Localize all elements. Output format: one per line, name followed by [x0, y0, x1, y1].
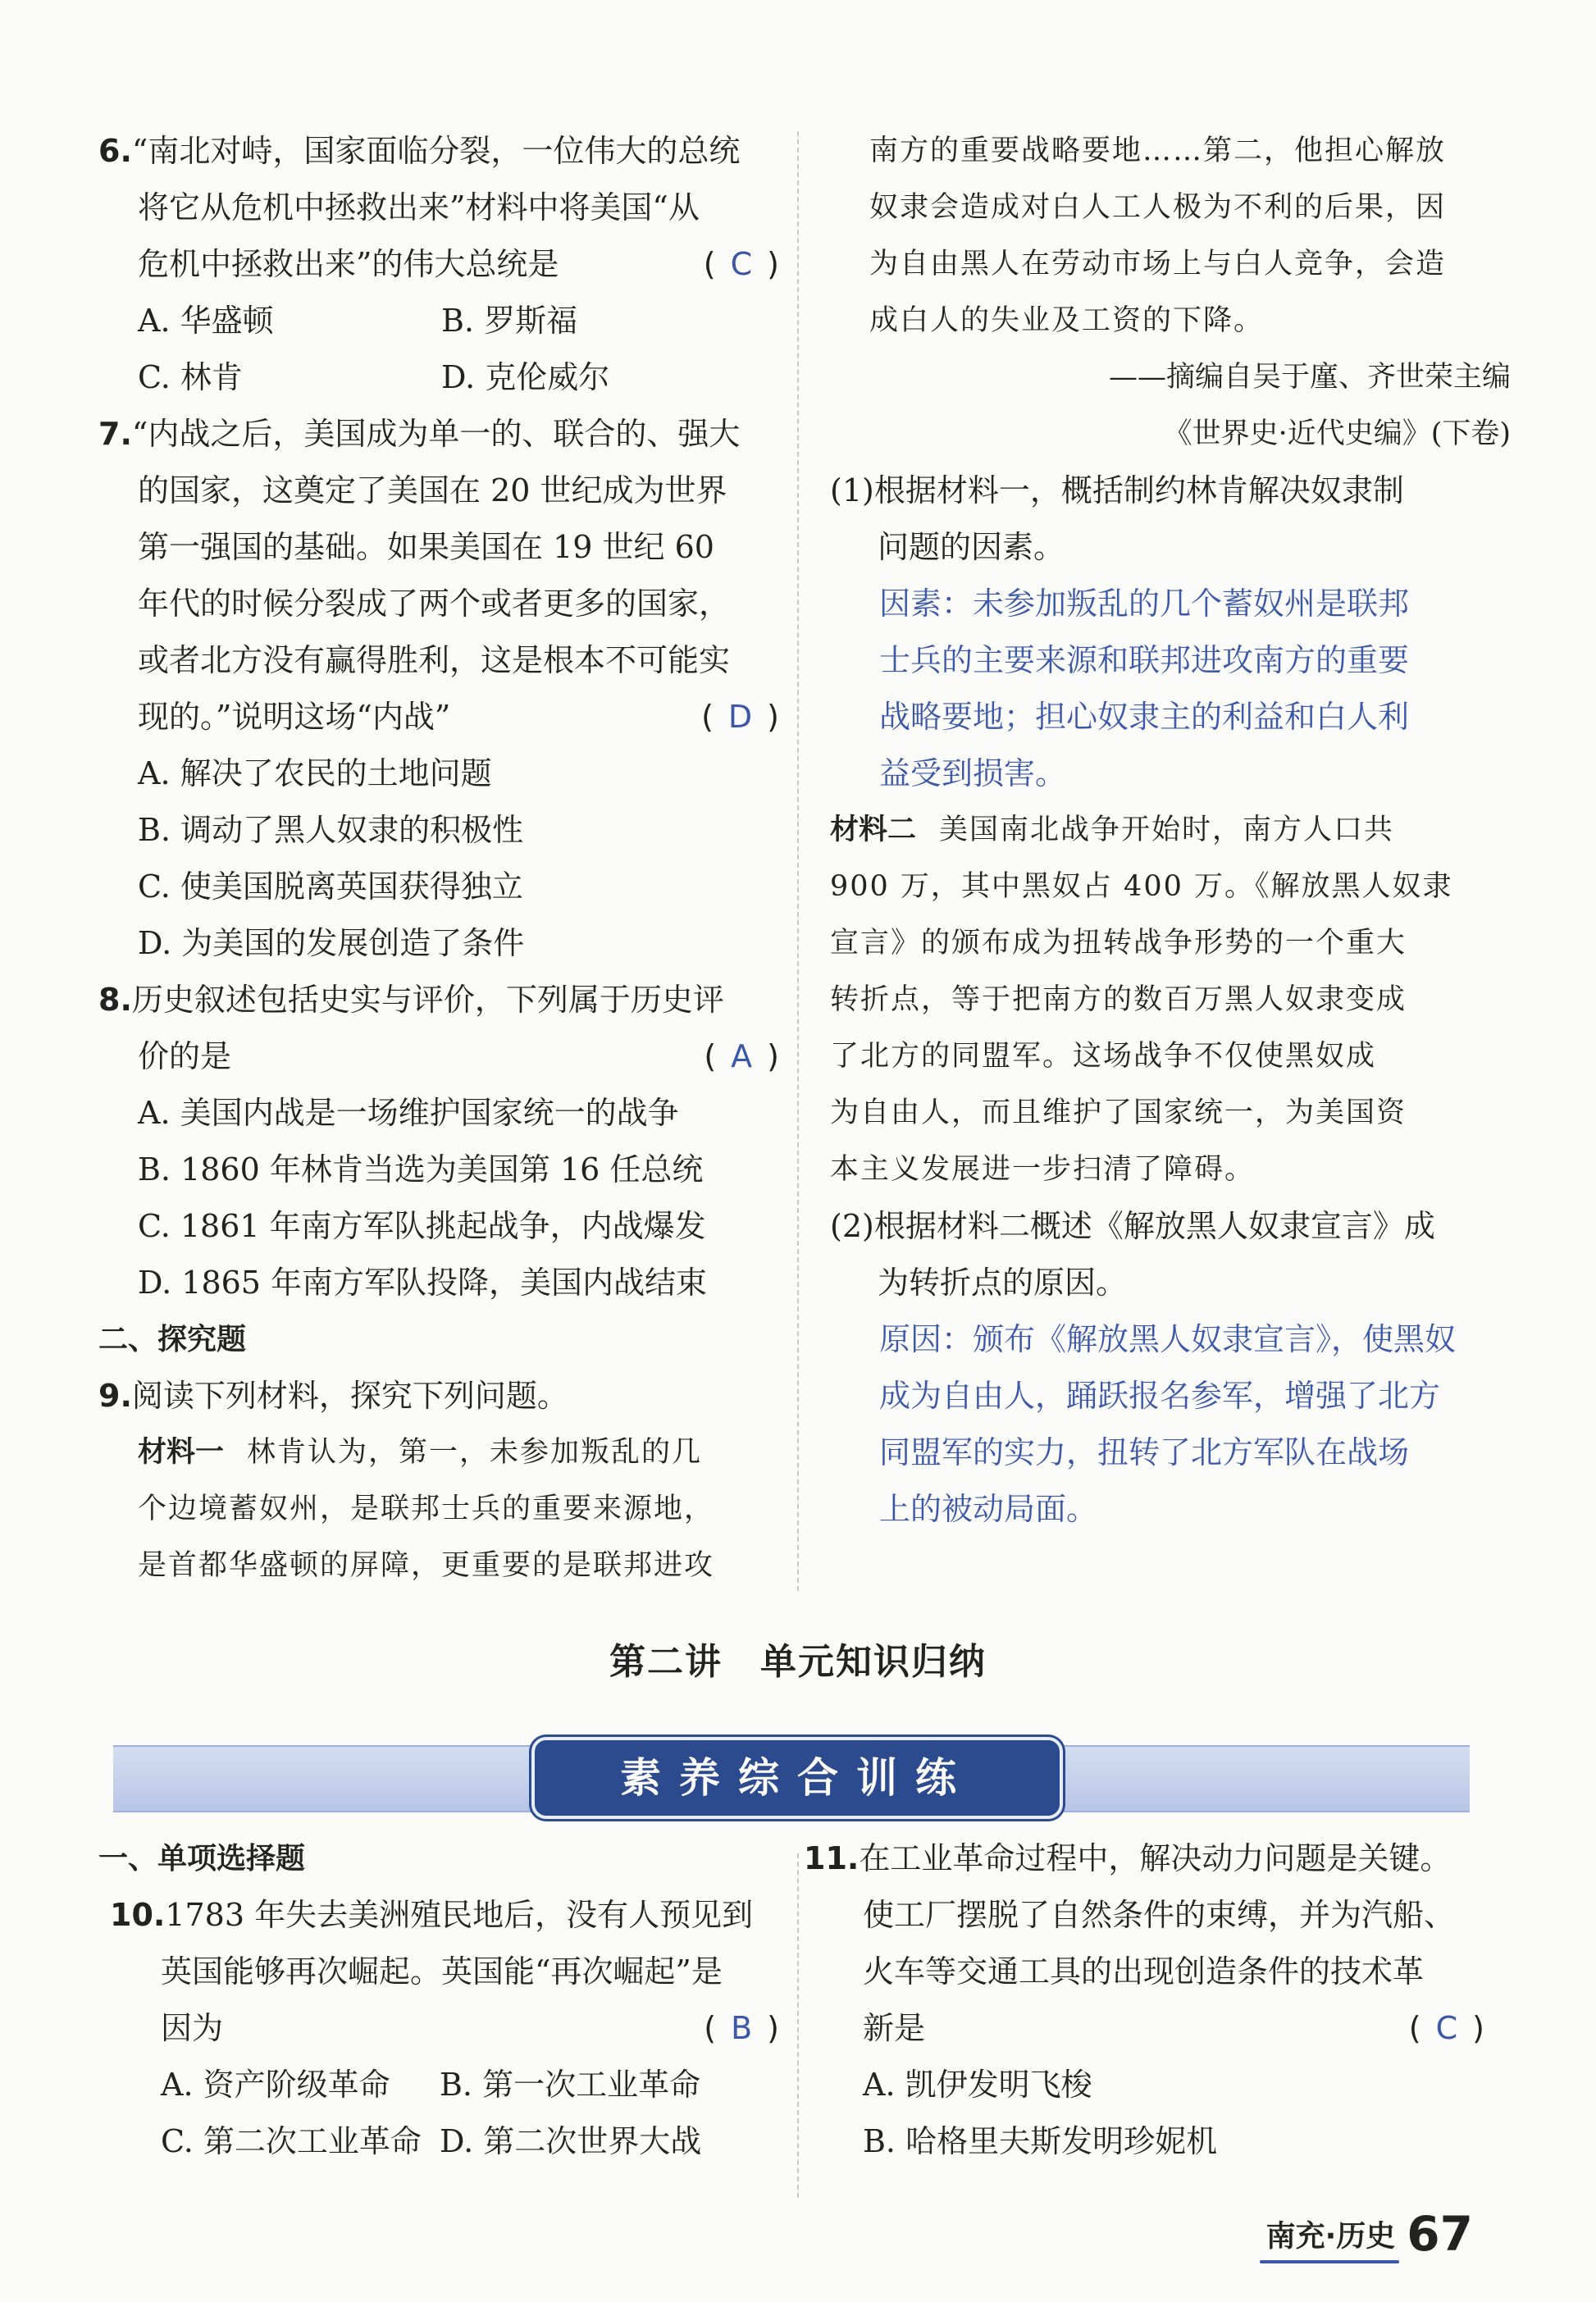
question-number: 7. — [98, 416, 132, 452]
option-c: C. 使美国脱离英国获得独立 — [138, 868, 523, 905]
section-heading: 一、单项选择题 — [98, 1842, 306, 1876]
stem-line: 在工业革命过程中，解决动力问题是关键。 — [859, 1840, 1452, 1876]
stem-line: 第一强国的基础。如果美国在 19 世纪 60 — [138, 529, 714, 565]
material-label: 材料一 — [138, 1436, 225, 1469]
question-number: 10. — [110, 1897, 166, 1933]
answer-bracket: ( A ) — [704, 1038, 779, 1074]
answer-line: 原因：颁布《解放黑人奴隶宣言》，使黑奴 — [879, 1321, 1457, 1357]
answer-line: 成为自由人，踊跃报名参军，增强了北方 — [879, 1378, 1441, 1414]
stem-line: 现的。”说明这场“内战” — [138, 699, 451, 735]
stem-line: 新是 — [863, 2010, 926, 2046]
subq-line: (2)根据材料二概述《解放黑人奴隶宣言》成 — [830, 1208, 1435, 1244]
right-column — [830, 123, 1511, 1538]
answer-line: 同盟军的实力，扭转了北方军队在战场 — [879, 1434, 1410, 1470]
stem-line: 历史叙述包括史实与评价，下列属于历史评 — [131, 982, 724, 1018]
material-line: 个边境蓄奴州，是联邦士兵的重要来源地， — [138, 1493, 715, 1525]
answer-letter: D — [727, 699, 753, 735]
material-line: 900 万，其中黑奴占 400 万。《解放黑人奴隶 — [830, 870, 1453, 903]
option-a: A. 资产阶级革命 — [161, 2067, 390, 2103]
material-2 — [830, 802, 1511, 1198]
question-9 — [98, 1368, 779, 1425]
option-c: C. 第二次工业革命 — [161, 2123, 422, 2159]
stem-line: “内战之后，美国成为单一的、联合的、强大 — [131, 416, 741, 452]
material-line: 转折点，等于把南方的数百万黑人奴隶变成 — [830, 983, 1407, 1016]
material-line: 为自由黑人在劳动市场上与白人竞争，会造 — [869, 248, 1447, 280]
stem-line: 因为 — [161, 2010, 224, 2046]
question-number: 9. — [98, 1378, 132, 1414]
source-line: 《世界史·近代史编》(下卷) — [1163, 417, 1511, 450]
column-divider-bottom — [797, 1853, 799, 2198]
answer-text-2 — [830, 1311, 1511, 1538]
material-1-continued — [830, 123, 1511, 349]
answer-line: 战略要地；担心奴隶主的利益和白人利 — [879, 699, 1410, 735]
stem-line: 年代的时候分裂成了两个或者更多的国家， — [138, 586, 731, 622]
option-c: C. 1861 年南方军队挑起战争，内战爆发 — [138, 1208, 706, 1244]
stem-line: “南北对峙，国家面临分裂，一位伟大的总统 — [131, 133, 741, 169]
bottom-right-column — [804, 1830, 1484, 2170]
question-number: 11. — [804, 1840, 860, 1876]
sub-question-1 — [830, 463, 1511, 576]
answer-letter: A — [731, 1038, 753, 1074]
material-line: 成白人的失业及工资的下降。 — [869, 304, 1265, 337]
page-footer — [1266, 2206, 1473, 2262]
section-heading: 二、探究题 — [98, 1323, 247, 1356]
left-column — [98, 123, 779, 1594]
material-line: 美国南北战争开始时，南方人口共 — [939, 814, 1395, 846]
option-d: D. 克伦威尔 — [441, 359, 610, 395]
option-a: A. 解决了农民的土地问题 — [138, 755, 492, 791]
options-grid — [98, 2057, 779, 2170]
stem-line: 1783 年失去美洲殖民地后，没有人预见到 — [165, 1897, 754, 1933]
option-a: A. 美国内战是一场维护国家统一的战争 — [138, 1095, 679, 1131]
answer-text-1 — [830, 576, 1511, 802]
question-number: 8. — [98, 982, 132, 1018]
answer-line: 上的被动局面。 — [879, 1491, 1098, 1527]
material-line: 奴隶会造成对白人工人极为不利的后果，因 — [869, 191, 1447, 224]
material-line: 宣言》的颁布成为扭转战争形势的一个重大 — [830, 927, 1407, 960]
banner-title: 素养综合训练 — [531, 1737, 1063, 1819]
question-10 — [98, 1887, 779, 2057]
lecture-title: 第二讲 单元知识归纳 — [609, 1641, 987, 1683]
course-label: 南充·历史 — [1265, 2219, 1396, 2254]
material-line: 了北方的同盟军。这场战争不仅使黑奴成 — [830, 1040, 1377, 1073]
answer-bracket: ( B ) — [704, 2010, 779, 2046]
source-line: ——摘编自吴于廑、齐世荣主编 — [1108, 361, 1511, 394]
material-line: 林肯认为，第一，未参加叛乱的几 — [247, 1436, 703, 1469]
answer-letter: C — [1435, 2010, 1458, 2046]
column-divider — [797, 131, 799, 1591]
answer-line: 士兵的主要来源和联邦进攻南方的重要 — [879, 642, 1410, 678]
answer-bracket: ( C ) — [703, 246, 779, 282]
material-line: 是首都华盛顿的屏障，更重要的是联邦进攻 — [138, 1549, 715, 1582]
option-d: D. 为美国的发展创造了条件 — [138, 925, 525, 961]
option-a: A. 凯伊发明飞梭 — [863, 2067, 1092, 2103]
stem-line: 价的是 — [138, 1038, 232, 1074]
option-c: C. 林肯 — [138, 359, 243, 395]
subq-line: 问题的因素。 — [878, 529, 1065, 565]
question-8 — [98, 972, 779, 1085]
answer-line: 益受到损害。 — [879, 755, 1067, 791]
answer-bracket: ( D ) — [701, 699, 779, 735]
stem-line: 或者北方没有赢得胜利，这是根本不可能实 — [138, 642, 731, 678]
question-7 — [98, 406, 779, 745]
question-6 — [98, 123, 779, 293]
option-b: B. 第一次工业革命 — [440, 2067, 701, 2103]
stem-line: 将它从危机中拯救出来”材料中将美国“从 — [138, 189, 700, 226]
option-d: D. 第二次世界大战 — [440, 2123, 702, 2159]
option-b: B. 罗斯福 — [441, 303, 578, 339]
page-number: 67 — [1407, 2206, 1473, 2262]
option-b: B. 1860 年林肯当选为美国第 16 任总统 — [138, 1151, 704, 1187]
answer-letter: B — [731, 2010, 753, 2046]
question-number: 6. — [98, 133, 132, 169]
material-line: 本主义发展进一步扫清了障碍。 — [830, 1153, 1256, 1186]
material-1 — [98, 1425, 779, 1594]
stem-line: 阅读下列材料，探究下列问题。 — [131, 1378, 568, 1414]
question-11 — [804, 1830, 1484, 2057]
stem-line: 的国家，这奠定了美国在 20 世纪成为世界 — [138, 472, 727, 508]
option-a: A. 华盛顿 — [138, 303, 274, 339]
source-citation — [830, 349, 1511, 463]
stem-line: 火车等交通工具的出现创造条件的技术革 — [863, 1953, 1425, 1990]
answer-letter: C — [730, 246, 753, 282]
option-d: D. 1865 年南方军队投降，美国内战结束 — [138, 1265, 708, 1301]
material-line: 为自由人，而且维护了国家统一，为美国资 — [830, 1096, 1407, 1129]
material-line: 南方的重要战略要地……第二，他担心解放 — [869, 134, 1447, 167]
option-b: B. 哈格里夫斯发明珍妮机 — [863, 2123, 1218, 2159]
material-label: 材料二 — [830, 814, 917, 846]
options-grid — [98, 293, 779, 406]
footer-underline — [1260, 2260, 1399, 2263]
stem-line: 英国能够再次崛起。英国能“再次崛起”是 — [161, 1953, 723, 1990]
stem-line: 使工厂摆脱了自然条件的束缚，并为汽船、 — [863, 1897, 1456, 1933]
answer-bracket: ( C ) — [1408, 2010, 1484, 2046]
answer-line: 因素：未参加叛乱的几个蓄奴州是联邦 — [879, 586, 1410, 622]
subq-line: (1)根据材料一，概括制约林肯解决奴隶制 — [830, 472, 1404, 508]
bottom-left-column — [98, 1830, 779, 2170]
stem-line: 危机中拯救出来”的伟大总统是 — [138, 246, 559, 282]
sub-question-2 — [830, 1198, 1511, 1311]
option-b: B. 调动了黑人奴隶的积极性 — [138, 812, 524, 848]
subq-line: 为转折点的原因。 — [878, 1265, 1128, 1301]
